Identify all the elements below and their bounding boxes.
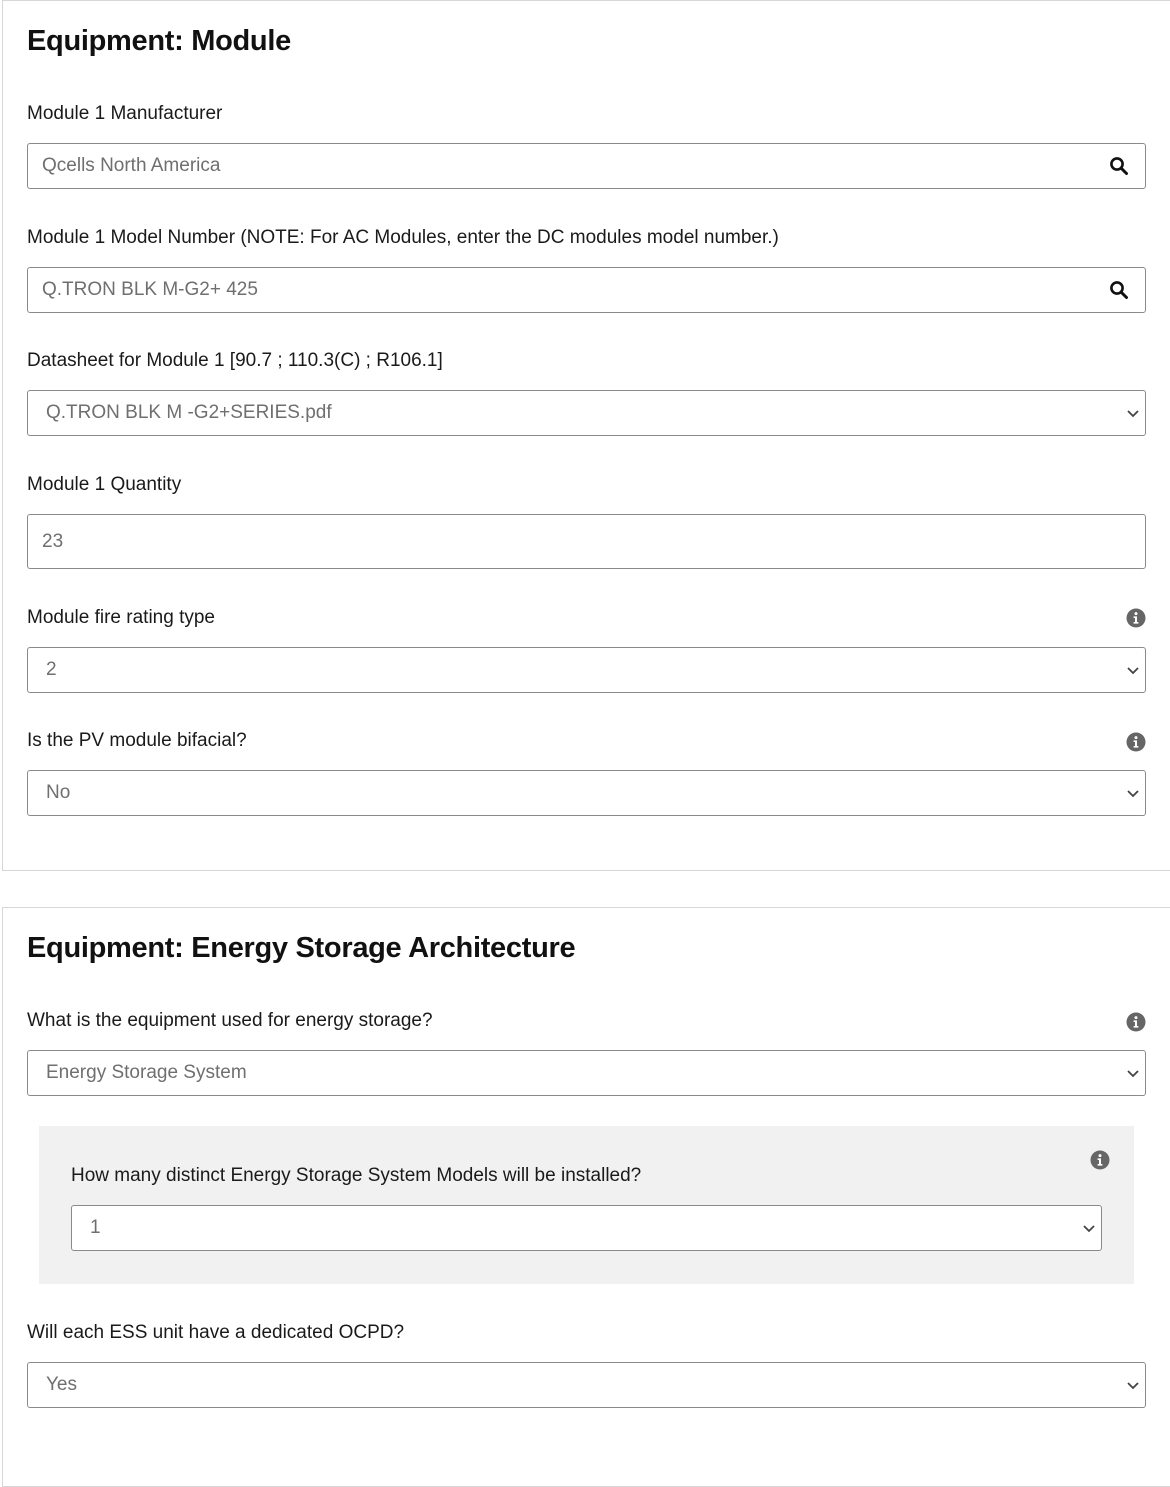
dedicated-ocpd-label: Will each ESS unit have a dedicated OCPD? (27, 1322, 405, 1343)
fire-rating-select[interactable] (27, 647, 1146, 693)
chevron-down-icon (1126, 1068, 1140, 1078)
model-number-search-input[interactable] (27, 267, 1146, 313)
quantity-label: Module 1 Quantity (27, 474, 182, 495)
dedicated-ocpd-select[interactable] (27, 1362, 1146, 1408)
module-section (2, 0, 1170, 871)
datasheet-value: Q.TRON BLK M -G2+SERIES.pdf (46, 402, 332, 423)
search-icon[interactable] (1109, 156, 1129, 176)
model-number-value: Q.TRON BLK M-G2+ 425 (42, 279, 258, 300)
equipment-type-label: What is the equipment used for energy storage? (27, 1010, 433, 1031)
ess-models-subpanel (39, 1126, 1134, 1284)
manufacturer-search-input[interactable] (27, 143, 1146, 189)
equipment-type-value: Energy Storage System (46, 1062, 247, 1083)
info-icon[interactable] (1126, 1012, 1146, 1032)
fire-rating-label: Module fire rating type (27, 607, 215, 628)
info-icon[interactable] (1090, 1150, 1110, 1170)
chevron-down-icon (1082, 1223, 1096, 1233)
fire-rating-value: 2 (46, 659, 57, 680)
chevron-down-icon (1126, 665, 1140, 675)
manufacturer-label: Module 1 Manufacturer (27, 103, 223, 124)
distinct-models-value: 1 (90, 1217, 101, 1238)
energy-storage-section (2, 907, 1170, 1487)
quantity-value: 23 (42, 530, 64, 552)
info-icon[interactable] (1126, 732, 1146, 752)
ess-section-title: Equipment: Energy Storage Architecture (27, 932, 576, 964)
bifacial-label: Is the PV module bifacial? (27, 730, 247, 751)
dedicated-ocpd-value: Yes (46, 1374, 77, 1395)
module-section-title: Equipment: Module (27, 25, 291, 57)
chevron-down-icon (1126, 1380, 1140, 1390)
model-number-label: Module 1 Model Number (NOTE: For AC Modules, enter the DC modules model number.) (27, 227, 779, 248)
chevron-down-icon (1126, 408, 1140, 418)
equipment-type-select[interactable] (27, 1050, 1146, 1096)
distinct-models-select[interactable] (71, 1205, 1102, 1251)
datasheet-select[interactable] (27, 390, 1146, 436)
quantity-input[interactable] (27, 514, 1146, 569)
bifacial-select[interactable] (27, 770, 1146, 816)
datasheet-label: Datasheet for Module 1 [90.7 ; 110.3(C) ; R106.1] (27, 350, 443, 371)
info-icon[interactable] (1126, 608, 1146, 628)
chevron-down-icon (1126, 788, 1140, 798)
manufacturer-value: Qcells North America (42, 155, 221, 176)
bifacial-value: No (46, 782, 71, 803)
search-icon[interactable] (1109, 280, 1129, 300)
distinct-models-label: How many distinct Energy Storage System Models will be installed? (71, 1165, 642, 1186)
